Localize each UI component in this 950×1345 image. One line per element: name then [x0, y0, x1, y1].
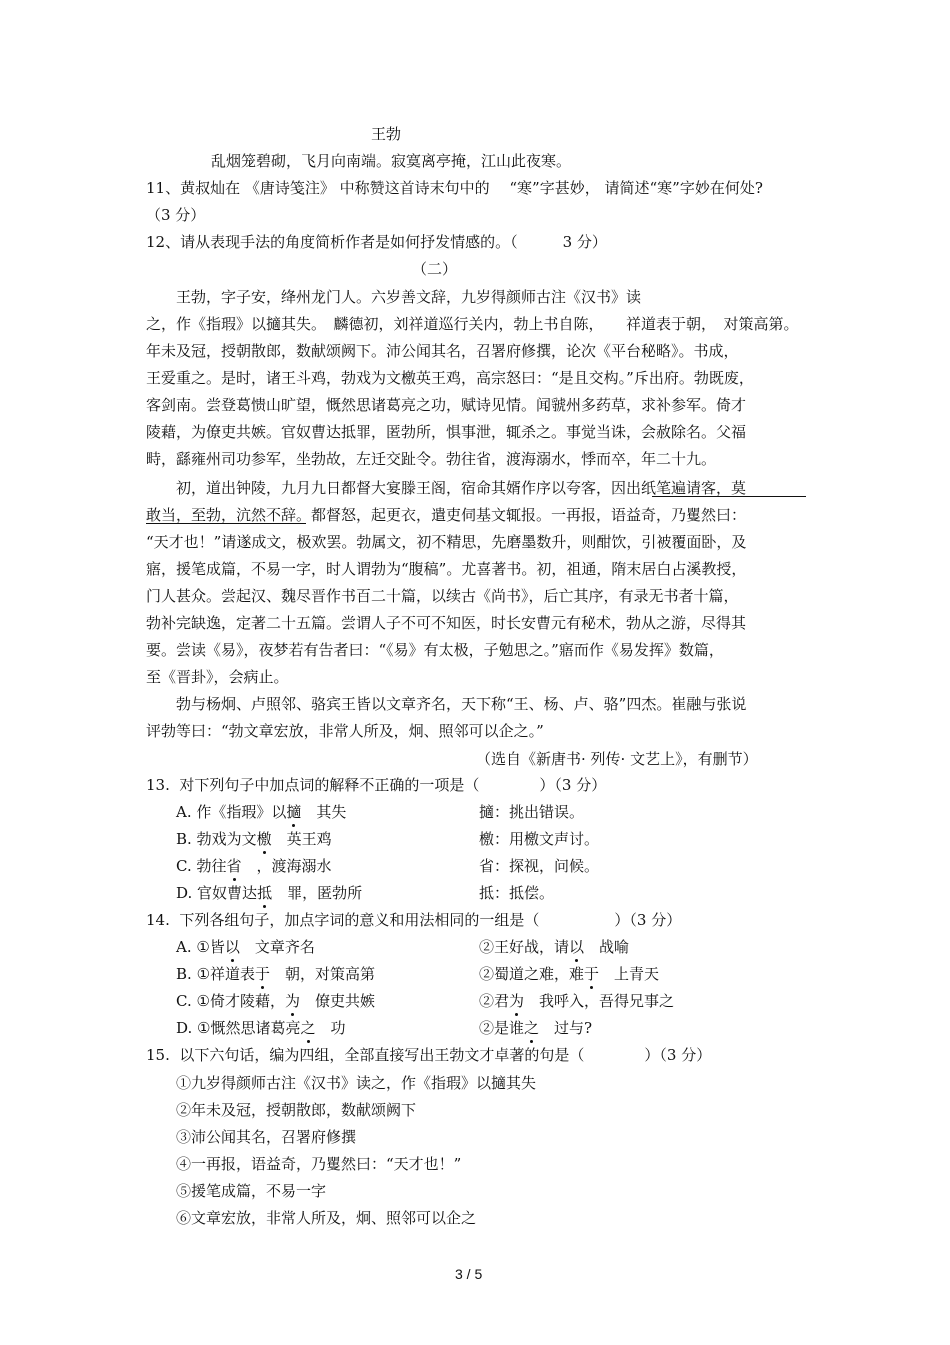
option-text: 其失 — [301, 803, 347, 821]
passage-line: 年未及冠，授朝散郎，数献颂阙下。沛公闻其名，召署府修撰，论次《平台秘略》。书成， — [146, 342, 739, 360]
underline-mark — [146, 523, 306, 524]
q13-option-a — [176, 802, 346, 822]
passage-line: 客剑南。尝登葛愦山旷望，慨然思诸葛亮之功，赋诗见情。闻虢州多药草，求补参军。倚才 — [146, 396, 747, 414]
question-15-stem: 15. 以下六句话，编为四组，全部直接写出王勃文才卓著的句是（ ）（3 分） — [146, 1046, 712, 1064]
option-letter: D. — [176, 1019, 193, 1037]
passage-line: 王爱重之。是时，诸王斗鸡，勃戏为文檄英王鸡，高宗怒曰：“是且交构。”斥出府。勃既废， — [146, 369, 754, 387]
option-text: 功 — [315, 1019, 346, 1037]
passage-line: 之，作《指瑕》以擿其失。 麟德初，刘祥道巡行关内，勃上书自陈， 祥道表于朝， 对策高第。 — [146, 315, 799, 333]
q14-option-a-left — [176, 937, 315, 957]
q14-option-c-right — [479, 991, 674, 1011]
q15-item: ④一再报，语益奇，乃矍然曰：“天才也！” — [176, 1155, 462, 1173]
option-text: ②王好战，请 — [479, 938, 570, 956]
q13-option-d — [176, 883, 362, 903]
option-text: 官奴曹达 — [197, 884, 258, 902]
option-text: 过与? — [539, 1019, 593, 1037]
dotted-char: 之 — [300, 1019, 316, 1037]
source-citation: （选自《新唐书· 列传· 文艺上》，有删节） — [476, 750, 758, 768]
dotted-char: 檄 — [256, 830, 272, 848]
dotted-char: 为 — [509, 992, 525, 1010]
option-text: ，渡海溺水 — [241, 857, 332, 875]
option-text: 我呼入，吾得兄事之 — [524, 992, 675, 1010]
q15-item: ②年未及冠，授朝散郎，数献颂阙下 — [176, 1101, 417, 1119]
option-text: 文章齐名 — [239, 938, 315, 956]
passage-line: 王勃，字子安，绛州龙门人。六岁善文辞，九岁得颜师古注《汉书》读 — [176, 288, 642, 306]
option-letter: A. — [176, 803, 192, 821]
question-11-line2: （3 分） — [146, 206, 206, 224]
passage-line: 至《晋卦》，会病止。 — [146, 668, 289, 686]
option-letter: B. — [176, 830, 192, 848]
dotted-char: 擿 — [286, 803, 302, 821]
passage-line: 门人甚众。尝起汉、魏尽晋作书百二十篇，以续古《尚书》，后亡其序，有录无书者十篇， — [146, 587, 739, 605]
question-12: 12、请从表现手法的角度简析作者是如何抒发情感的。（ 3 分） — [146, 233, 607, 251]
option-text: ①皆 — [196, 938, 225, 956]
option-text: ②君 — [479, 992, 510, 1010]
passage-line: 初，道出钟陵，九月九日都督大宴滕王阁，宿命其婿作序以夸客，因出纸笔遍请客，莫 — [176, 479, 747, 497]
option-letter: C. — [176, 857, 192, 875]
question-14-stem: 14. 下列各组句子，加点字词的意义和用法相同的一组是（ ）（3 分） — [146, 911, 682, 929]
poem-line: 乱烟笼碧砌，飞月向南端。寂寞离亭掩，江山此夜寒。 — [211, 152, 572, 170]
dotted-char: 于 — [255, 965, 271, 983]
option-text: ①祥道表 — [196, 965, 256, 983]
q13-gloss-a: 擿：挑出错误。 — [479, 803, 585, 821]
passage-line: 畤，繇雍州司功参军，坐勃故，左迁交趾令。勃往省，渡海溺水，悸而卒，年二十九。 — [146, 450, 717, 468]
option-text: 勃戏为文 — [196, 830, 257, 848]
q14-option-a-right — [479, 937, 629, 957]
option-text: ②是谁 — [479, 1019, 525, 1037]
q13-option-c — [176, 856, 332, 876]
section-heading: （二） — [412, 260, 458, 278]
option-text: 罪，匿勃所 — [272, 884, 363, 902]
option-text: 上青天 — [599, 965, 660, 983]
dotted-char: 省 — [226, 857, 242, 875]
q14-option-b-right — [479, 964, 659, 984]
dotted-char: 为 — [284, 992, 300, 1010]
dotted-char: 以 — [569, 938, 585, 956]
option-text: 英王鸡 — [271, 830, 332, 848]
option-letter: B. — [176, 965, 192, 983]
passage-line: 勃与杨炯、卢照邻、骆宾王皆以文章齐名，天下称“王、杨、卢、骆”四杰。崔融与张说 — [176, 695, 747, 713]
q15-item: ①九岁得颜师古注《汉书》读之，作《指瑕》以擿其失 — [176, 1074, 537, 1092]
underline-mark — [652, 496, 806, 497]
option-text: 战喻 — [584, 938, 630, 956]
q14-option-d-right — [479, 1018, 592, 1038]
option-text: 作《指瑕》以 — [196, 803, 287, 821]
question-13-stem: 13. 对下列句子中加点词的解释不正确的一项是（ ）（3 分） — [146, 776, 607, 794]
passage-line: 评勃等曰：“勃文章宏放，非常人所及，炯、照邻可以企之。” — [146, 722, 544, 740]
q13-gloss-d: 抵：抵偿。 — [479, 884, 555, 902]
passage-line: 寤，援笔成篇，不易一字，时人谓勃为“腹稿”。尤喜著书。初，祖通，隋末居白占溪教授， — [146, 560, 747, 578]
question-11-line1: 11、黄叔灿在 《唐诗笺注》 中称赞这首诗末句中的 “寒”字甚妙， 请简述“寒”字妙在何处? — [146, 179, 763, 197]
q13-gloss-b: 檄：用檄文声讨。 — [479, 830, 600, 848]
dotted-char: 抵 — [257, 884, 273, 902]
q15-item: ⑤援笔成篇，不易一字 — [176, 1182, 327, 1200]
dotted-char: 以 — [224, 938, 240, 956]
q14-option-c-left — [176, 991, 375, 1011]
passage-line: 敢当，至勃，沆然不辞。都督怒，起更衣，遣吏伺基文辄报。一再报，语益奇，乃矍然曰： — [146, 506, 747, 524]
dotted-char: 之 — [524, 1019, 540, 1037]
passage-line: “天才也！”请遂成文，极欢罢。勃属文，初不精思，先磨墨数升，则酣饮，引被覆面卧，及 — [146, 533, 747, 551]
option-text: ①倚才陵藉， — [196, 992, 285, 1010]
option-letter: D. — [176, 884, 193, 902]
option-letter: A. — [176, 938, 192, 956]
q14-option-d-left — [176, 1018, 346, 1038]
option-text: ②蜀道之难，难 — [479, 965, 585, 983]
option-text: 勃往 — [196, 857, 227, 875]
q15-item: ③沛公闻其名，召署府修撰 — [176, 1128, 357, 1146]
q13-option-b — [176, 829, 332, 849]
q14-option-b-left — [176, 964, 375, 984]
page-number: 3 / 5 — [455, 1266, 483, 1282]
option-text: 朝，对策高第 — [270, 965, 376, 983]
passage-line: 要。尝读《易》，夜梦若有告者曰：“《易》有太极，子勉思之。”寤而作《易发挥》数篇， — [146, 641, 724, 659]
option-text: ①慨然思诸葛亮 — [197, 1019, 301, 1037]
option-text: 僚吏共嫉 — [299, 992, 375, 1010]
passage-line: 勃补完缺逸，定著二十五篇。尝谓人子不可不知医，时长安曹元有秘术，勃从之游，尽得其 — [146, 614, 747, 632]
dotted-char: 于 — [584, 965, 600, 983]
option-letter: C. — [176, 992, 192, 1010]
q15-item: ⑥文章宏放，非常人所及，炯、照邻可以企之 — [176, 1209, 477, 1227]
passage-line: 陵藉，为僚吏共嫉。官奴曹达抵罪，匿勃所，惧事泄，辄杀之。事觉当诛，会赦除名。父福 — [146, 423, 747, 441]
poem-title: 王勃 — [371, 125, 402, 143]
q13-gloss-c: 省：探视，问候。 — [479, 857, 600, 875]
